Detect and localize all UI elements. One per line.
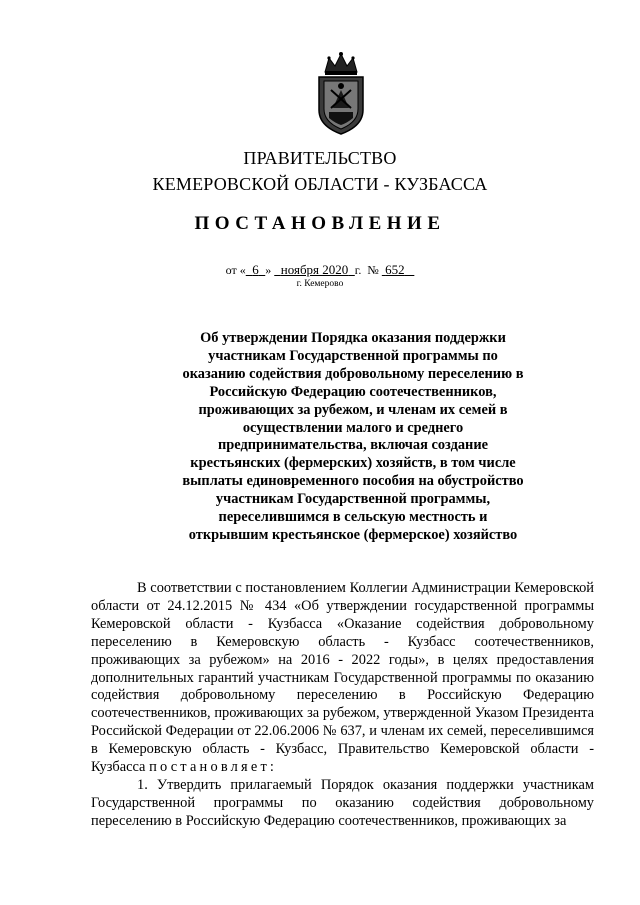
document-type-title: ПОСТАНОВЛЕНИЕ: [194, 213, 446, 234]
point-1-paragraph: 1. Утвердить прилагаемый Порядок оказания поддержки участникам Государственной программы по оказанию содействия добровольному переселению в Российскую Федерацию соотечественников, проживающих за: [91, 776, 594, 829]
date-year-suffix: г.: [354, 263, 362, 277]
document-subject: Об утверждении Порядка оказания поддержки участникам Государственной программы по оказанию содействия добровольному переселению в Российскую Федерацию соотечественников, проживающих за рубежом, и членам их семей в осуществлении малого и среднего предпринимательства, включая создание крестьянских (фермерских) хозяйств, в том числе выплаты единовременного пособия на обустройство участникам Государственной программы, переселившимся в сельскую местность и открывшим крестьянское (фермерское) хозяйство: [182, 330, 524, 543]
document-date-line: [0, 262, 640, 278]
resolves-word: постановляет:: [149, 759, 278, 776]
region-name: КЕМЕРОВСКОЙ ОБЛАСТИ - КУЗБАССА: [152, 174, 488, 194]
date-prefix: от «: [225, 263, 246, 277]
government-name: ПРАВИТЕЛЬСТВО: [243, 148, 397, 168]
document-body: [91, 580, 594, 831]
date-mid: »: [265, 263, 272, 277]
document-number: 652: [385, 262, 405, 277]
preamble-paragraph: В соответствии с постановлением Коллегии Администрации Кемеровской области от 24.12.2015 № 434 «Об утверждении государственной программы Кемеровской области - Кузбасса «Оказание содействия добровольному переселению в Кемеровскую область - Кузбасс соотечественников, проживающих за рубежом» на 2016 - 2022 годы», в целях предоставления дополнительных гарантий участникам Государственной программы по оказанию содействия добровольному переселению в Российскую Федерацию соотечественников, проживающих за рубежом, утвержденной Указом Президента Российской Федерации от 22.06.2006 № 637, и членам их семей, переселившимся в Кемеровскую область - Кузбасс, Правительство Кемеровской области - Кузбасса постановляет:: [91, 580, 594, 776]
date-day: 6: [252, 262, 259, 277]
document-city: г. Кемерово: [296, 279, 344, 289]
date-month-year: ноября 2020: [280, 262, 349, 277]
kemerovo-coat-of-arms-icon: [313, 50, 369, 136]
number-prefix: №: [367, 263, 379, 277]
